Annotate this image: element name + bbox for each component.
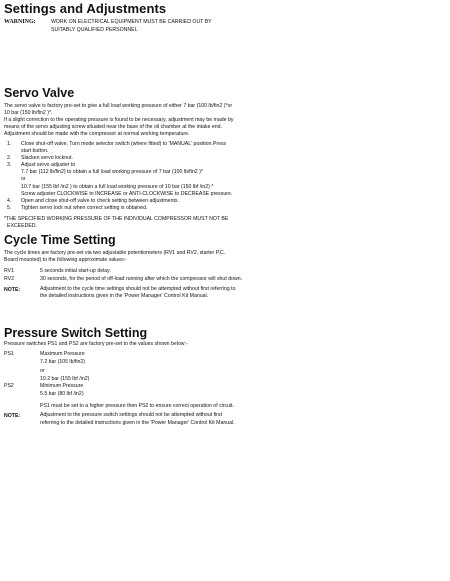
pressure-switch-heading: Pressure Switch Setting: [4, 326, 148, 340]
step-text: Close shut-off valve. Turn mode selector switch (where fitted) to 'MANUAL' position.Press: [21, 141, 227, 147]
step-text: 10.7 bar (155 lbf /in2 ) to obtain a full load working pressure of 10 bar (150 lbf /in2) *: [21, 184, 214, 190]
step-number: 1.: [7, 141, 12, 147]
pressure-note-line: referring to the detailed instructions given in the 'Power Manager' Control Kit Manual.: [40, 420, 235, 426]
step-text: or: [21, 176, 26, 182]
ps1-value: or: [40, 368, 45, 374]
cycle-note-label: NOTE:: [4, 287, 21, 293]
pressure-intro: Pressure switches PS1 and PS2 are factory pre-set to the values shown below:-: [4, 341, 188, 347]
rv1-label: RV1: [4, 268, 14, 274]
warning-line-1: WORK ON ELECTRICAL EQUIPMENT MUST BE CARRIED OUT BY: [51, 19, 212, 25]
servo-intro-line: If a slight correction to the operating pressure is found to be necessary, adjustment may be made by: [4, 117, 234, 123]
servo-intro-line: means of the servo adjusting screw situated near the base of the oil chamber at the intake end.: [4, 124, 223, 130]
servo-intro-line: The servo valve is factory pre-set to give a full load working pressure of either 7 bar (100 lb/fin2 )*or: [4, 103, 233, 109]
step-text: Adjust servo adjuster to: [21, 162, 76, 168]
step-number: 2.: [7, 155, 12, 161]
servo-footnote: EXCEEDED.: [7, 223, 37, 229]
cycle-time-heading: Cycle Time Setting: [4, 233, 116, 247]
pressure-note-line: Adjustment to the pressure switch settings should not be attempted without first: [40, 412, 222, 418]
ps2-value: Minimum Pressure: [40, 383, 84, 389]
step-text: Open and close shut-off valve to check setting between adjustments.: [21, 198, 179, 204]
cycle-intro-line: Board mounted) to the following approximate values:-: [4, 257, 127, 263]
ps2-value: 5.5 bar (80 lbf /in2): [40, 391, 84, 397]
cycle-note-line: Adjustment to the cycle time settings should not be attempted without first referring to: [40, 286, 236, 292]
ps1-value: 7.2 bar (105 lb/fin2): [40, 359, 85, 365]
ps1-label: PS1: [4, 351, 14, 357]
ps2-label: PS2: [4, 383, 14, 389]
servo-footnote: *THE SPECIFIED WORKING PRESSURE OF THE INDIVIDUAL COMPRESSOR MUST NOT BE: [4, 216, 229, 222]
servo-intro-line: 10 bar (150 lb/fin2 )*.: [4, 110, 53, 116]
ps1-value: 10.2 bar (155 lbf /in2): [40, 376, 90, 382]
rv1-text: 5 seconds initial start-up delay.: [40, 268, 111, 274]
step-text: Screw adjuster CLOCKWISE to INCREASE or ANTI-CLOCKWISE to DECREASE pressure.: [21, 191, 233, 197]
cycle-note-line: the detailed instructions given in the 'Power Manager' Control Kit Manual.: [40, 293, 209, 299]
step-text: Tighten servo lock nut when correct setting is obtained.: [21, 205, 148, 211]
rv2-label: RV2: [4, 276, 14, 282]
step-number: 3.: [7, 162, 12, 168]
warning-label: WARNING:: [4, 19, 36, 25]
step-text: start button.: [21, 148, 49, 154]
page-title: Settings and Adjustments: [4, 1, 167, 16]
pressure-note-label: NOTE:: [4, 413, 21, 419]
step-number: 5.: [7, 205, 12, 211]
step-text: Slacken servo locknut.: [21, 155, 73, 161]
rv2-text: 30 seconds, for the period of off-load running after which the compressor will shut down.: [40, 276, 243, 282]
ps-note: PS1 must be set to a higher pressure then PS2 to ensure correct operation of circuit.: [40, 403, 235, 409]
step-text: 7.7 bar (112 lb/fin2) to obtain a full load working pressure of 7 bar (100 lb/fin2 )*: [21, 169, 203, 175]
ps1-value: Maximum Pressure: [40, 351, 85, 357]
servo-valve-heading: Servo Valve: [4, 86, 75, 100]
servo-intro-line: Adjustment should be made with the compressor at normal working temperature.: [4, 131, 190, 137]
warning-line-2: SUITABLY QUALIFIED PERSONNEL: [51, 27, 138, 33]
cycle-intro-line: The cycle times are factory pre-set via two adjustable potentiometers (RV1 and RV2, starter P.C.: [4, 250, 226, 256]
step-number: 4.: [7, 198, 12, 204]
